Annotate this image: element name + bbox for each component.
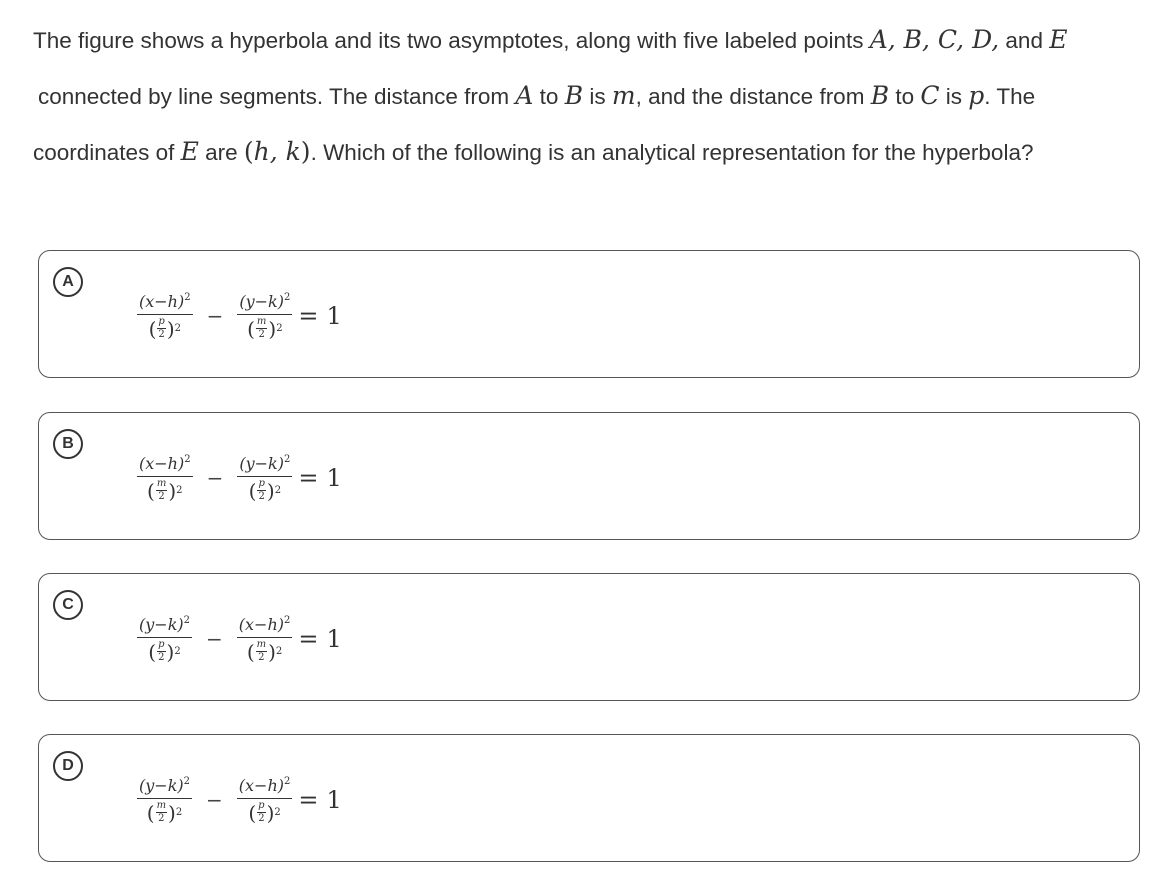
question-text [33,12,1123,180]
equation-d [137,765,342,835]
equation-c [137,604,342,674]
minus-sign: − [206,788,223,812]
minus-sign: − [206,304,224,328]
fraction: $(x-h)^2$ ( m 2 ) 2 [139,454,191,503]
choice-letter-c: C [53,590,83,620]
choice-letter-d: D [53,751,83,781]
equation-b [137,443,342,513]
choice-letter-a: A [53,267,83,297]
fraction: $(x-h)^2$ ( m 2 ) 2 [238,615,291,664]
fraction: $(y-k)^2$ ( p 2 ) 2 [239,454,291,503]
choice-letter-b: B [53,429,83,459]
fraction: $(x-h)^2$ ( p 2 ) 2 [238,776,291,825]
question-line-1: The figure shows a hyperbola and its two asymptotes, along with five labeled points A, B, C, D, and E [33,25,1068,54]
equals-sign: = [298,302,319,330]
equals-sign: = [298,625,319,653]
fraction: $(x-h)^2$ ( p 2 ) 2 [139,292,191,341]
choice-a[interactable] [38,250,1140,378]
choice-c[interactable] [38,573,1140,701]
rhs-one: 1 [326,302,342,330]
fraction: $(y-k)^2$ ( m 2 ) 2 [239,292,291,341]
question-line-2: connected by line segments. The distance from A to B is m, and the distance from B to C is p. The [38,81,1036,110]
minus-sign: − [206,466,224,490]
minus-sign: − [206,627,223,651]
fraction: $(y-k)^2$ ( p 2 ) 2 [139,615,190,664]
question-line-3: coordinates of E are (h, k). Which of the following is an analytical representation for the hyperbola? [33,137,1034,166]
equation-a [137,281,342,351]
equals-sign: = [298,464,319,492]
rhs-one: 1 [326,625,342,653]
fraction: $(y-k)^2$ ( m 2 ) 2 [139,776,190,825]
rhs-one: 1 [326,786,342,814]
rhs-one: 1 [326,464,342,492]
equals-sign: = [298,786,319,814]
choice-b[interactable] [38,412,1140,540]
choice-d[interactable] [38,734,1140,862]
